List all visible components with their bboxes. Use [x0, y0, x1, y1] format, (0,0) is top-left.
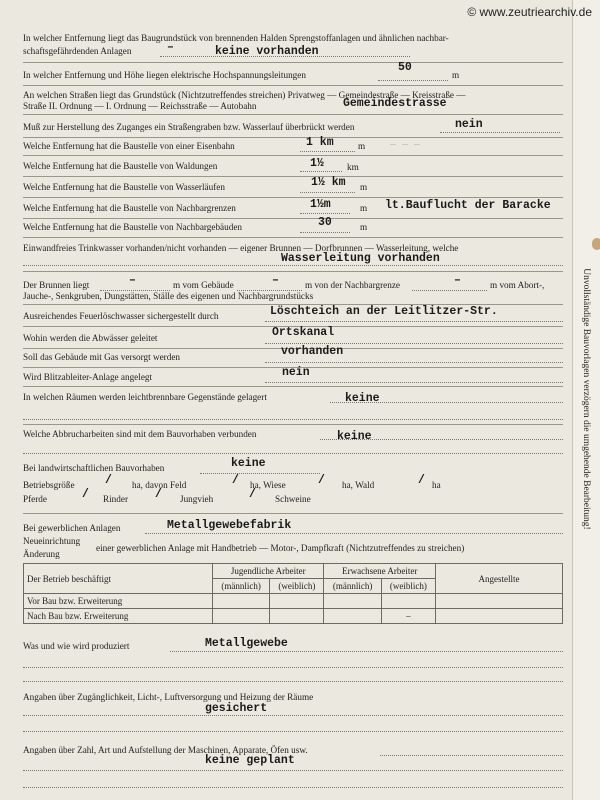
- bahn-dots: [300, 151, 355, 152]
- separator: [23, 62, 563, 63]
- masch-answer: keine geplant: [205, 754, 295, 767]
- nachbar-question: Welche Entfernung hat die Baustelle von Nachbargrenzen: [23, 203, 236, 213]
- betrieb-label-d: ha, Wald: [342, 480, 375, 490]
- side-note-text: Unvollständige Bauvorlagen verzögern die umgehende Bearbeitung!: [581, 268, 591, 530]
- strom-dots: [378, 80, 448, 81]
- strasse-question-2: Straße II. Ordnung — I. Ordnung — Reichsstraße — Autobahn: [23, 101, 257, 111]
- bahn-unit: m: [358, 141, 366, 151]
- graben-dots: [440, 132, 560, 133]
- prod-dots-3: [23, 681, 563, 682]
- vieh-label-b: Rinder: [103, 494, 129, 504]
- separator: [23, 424, 563, 425]
- brunnen-label-a: Der Brunnen liegt: [23, 280, 90, 290]
- table-row: [24, 609, 563, 624]
- brunnen-label-b: m vom Gebäude: [173, 280, 234, 290]
- abwasser-answer: Ortskanal: [272, 326, 335, 339]
- strasse-answer: Gemeindestrasse: [343, 97, 447, 110]
- prod-dots-2: [23, 667, 563, 668]
- separator: [23, 197, 563, 198]
- gebaeude-unit: m: [360, 222, 368, 232]
- table-cell: [270, 594, 324, 609]
- separator: [23, 114, 563, 115]
- gewerbe-dots: [145, 533, 563, 534]
- lager-question: In welchen Räumen werden leichtbrennbare Gegenstände gelagert: [23, 392, 267, 402]
- nachbar-note: lt.Bauflucht der Baracke: [385, 199, 551, 212]
- vieh-slash-1: /: [82, 488, 89, 501]
- table-header-jugend: Jugendliche Arbeiter: [213, 564, 324, 579]
- table-subheader-m: (männlich): [213, 579, 270, 594]
- neueinrichtung-text: einer gewerblichen Anlage mit Handbetrieb — Motor-, Dampfkraft (Nichtzutreffendes zu streichen): [96, 543, 465, 553]
- table-header-erwachsen: Erwachsene Arbeiter: [324, 564, 436, 579]
- gas-question: Soll das Gebäude mit Gas versorgt werden: [23, 352, 181, 362]
- brunnen-dash-3: –: [454, 274, 461, 287]
- blitz-answer: nein: [282, 366, 310, 379]
- vieh-slash-2: /: [155, 488, 162, 501]
- vieh-slash-3: /: [249, 488, 256, 501]
- betrieb-slash-1: /: [105, 474, 112, 487]
- separator: [23, 137, 563, 138]
- abbruch-answer: keine: [337, 430, 372, 443]
- trink-answer: Wasserleitung vorhanden: [281, 252, 440, 265]
- separator: [23, 513, 563, 514]
- blitz-question: Wird Blitzableiter-Anlage angelegt: [23, 372, 153, 382]
- betrieb-label-c: ha, Wiese: [250, 480, 286, 490]
- nachbar-dots: [300, 213, 350, 214]
- brunnen-question-2: Jauche-, Senkgruben, Dungstätten, Ställe des eigenen und Nachbargrundstücks: [23, 291, 314, 301]
- brunnen-dash-2: –: [272, 274, 279, 287]
- masch-question: Angaben über Zahl, Art und Aufstellung der Maschinen, Apparate, Öfen usw.: [23, 745, 308, 755]
- halden-question-2: schaftsgefährdenden Anlagen: [23, 46, 132, 56]
- vieh-label-d: Schweine: [275, 494, 311, 504]
- graben-question: Muß zur Herstellung des Zuganges ein Straßengraben bzw. Wasserlauf überbrückt werden: [23, 122, 355, 132]
- separator: [23, 85, 563, 86]
- prod-question: Was und wie wird produziert: [23, 641, 130, 651]
- betrieb-label-a: Betriebsgröße: [23, 480, 75, 490]
- prod-answer: Metallgewebe: [205, 637, 288, 650]
- feuer-dots: [265, 321, 563, 322]
- land-question: Bei landwirtschaftlichen Bauvorhaben: [23, 463, 165, 473]
- table-cell: [213, 594, 270, 609]
- strom-question: In welcher Entfernung und Höhe liegen elektrische Hochspannungsleitungen: [23, 70, 306, 80]
- abwasser-dots: [265, 343, 563, 344]
- employee-table: [23, 563, 563, 624]
- graben-answer: nein: [455, 118, 483, 131]
- table-cell: [381, 594, 435, 609]
- table-row-label: Vor Bau bzw. Erweiterung: [24, 594, 213, 609]
- separator: [23, 237, 563, 238]
- betrieb-label-e: ha: [432, 480, 441, 490]
- vieh-label-c: Jungvieh: [180, 494, 214, 504]
- strom-answer: 50: [398, 61, 412, 74]
- table-header-betrieb: Der Betrieb beschäftigt: [24, 564, 213, 594]
- strasse-question-1: An welchen Straßen liegt das Grundstück (Nichtzutreffendes streichen) Privatweg — Gemeindestraße — Kreisstraße —: [23, 90, 466, 100]
- brunnen-dash-1: –: [129, 274, 136, 287]
- land-dots: [200, 473, 320, 474]
- abbruch-question: Welche Abbrucharbeiten sind mit dem Bauvorhaben verbunden: [23, 429, 257, 439]
- wald-answer: 1½: [310, 157, 324, 170]
- table-header-row: [24, 564, 563, 579]
- wasser-answer: 1½ km: [311, 176, 346, 189]
- brunnen-dots-3: [412, 290, 487, 291]
- gewerbe-answer: Metallgewebefabrik: [167, 519, 292, 532]
- betrieb-slash-4: /: [418, 474, 425, 487]
- wald-unit: km: [347, 162, 359, 172]
- table-subheader-w: (weiblich): [381, 579, 435, 594]
- zug-dots-2: [23, 731, 563, 732]
- lager-dots-2: [23, 419, 563, 420]
- blitz-dots: [265, 382, 563, 383]
- halden-question-1: In welcher Entfernung liegt das Baugrundstück von brennenden Halden Sprengstoffanlagen und ähnlichen nachbar-: [23, 33, 449, 43]
- gebaeude-question: Welche Entfernung hat die Baustelle von Nachbargebäuden: [23, 222, 242, 232]
- gewerbe-question: Bei gewerblichen Anlagen: [23, 523, 121, 533]
- brunnen-label-d: m vom Abort-,: [490, 280, 545, 290]
- betrieb-label-b: ha, davon Feld: [132, 480, 187, 490]
- masch-dots: [380, 755, 563, 756]
- gas-dots: [265, 362, 563, 363]
- table-cell: [436, 609, 563, 624]
- feuer-question: Ausreichendes Feuerlöschwasser sichergestellt durch: [23, 311, 219, 321]
- wasser-unit: m: [360, 182, 368, 192]
- separator: [23, 218, 563, 219]
- gas-answer: vorhanden: [281, 345, 344, 358]
- halden-answer: keine vorhanden: [215, 45, 319, 58]
- table-row: [24, 594, 563, 609]
- separator: [23, 176, 563, 177]
- wasser-dots: [300, 192, 355, 193]
- betrieb-slash-3: /: [318, 474, 325, 487]
- table-cell: [436, 594, 563, 609]
- masch-dots-2: [23, 770, 563, 771]
- strom-unit: m: [452, 70, 460, 80]
- gebaeude-answer: 30: [318, 216, 332, 229]
- feuer-answer: Löschteich an der Leitlitzer-Str.: [270, 305, 498, 318]
- prod-dots: [170, 651, 563, 652]
- zug-answer: gesichert: [205, 702, 268, 715]
- abbruch-dots-2: [23, 453, 563, 454]
- trink-dots: [23, 265, 563, 266]
- punch-hole-mark: [592, 238, 600, 250]
- table-cell: [324, 594, 381, 609]
- table-cell: [324, 609, 381, 624]
- separator: [23, 271, 563, 272]
- separator: [23, 155, 563, 156]
- wald-dots: [300, 171, 342, 172]
- table-subheader-m: (männlich): [324, 579, 381, 594]
- wasser-question: Welche Entfernung hat die Baustelle von Wasserläufen: [23, 182, 225, 192]
- brunnen-label-c: m von der Nachbargrenze: [305, 280, 400, 290]
- vieh-label-a: Pferde: [23, 494, 47, 504]
- land-answer: keine: [231, 457, 266, 470]
- bahn-question: Welche Entfernung hat die Baustelle von einer Eisenbahn: [23, 141, 235, 151]
- table-subheader-w: (weiblich): [270, 579, 324, 594]
- zug-question: Angaben über Zugänglichkeit, Licht-, Luftversorgung und Heizung der Räume: [23, 692, 314, 702]
- aenderung-label: Änderung: [23, 549, 60, 559]
- nachbar-unit: m: [360, 203, 368, 213]
- watermark: © www.zeutriearchiv.de: [467, 5, 592, 19]
- gebaeude-dots: [300, 232, 350, 233]
- bleed-through-text: — — —: [390, 140, 421, 151]
- separator: [23, 386, 563, 387]
- halden-dash: –: [167, 41, 174, 54]
- abwasser-question: Wohin werden die Abwässer geleitet: [23, 333, 158, 343]
- table-header-angestellte: Angestellte: [436, 564, 563, 594]
- betrieb-slash-2: /: [232, 474, 239, 487]
- table-cell: [270, 609, 324, 624]
- nachbar-answer: 1½m: [310, 198, 331, 211]
- masch-dots-3: [23, 787, 563, 788]
- table-cell-dash: –: [381, 609, 435, 624]
- table-cell: [213, 609, 270, 624]
- table-row-label: Nach Bau bzw. Erweiterung: [24, 609, 213, 624]
- lager-answer: keine: [345, 392, 380, 405]
- trink-question: Einwandfreies Trinkwasser vorhanden/nicht vorhanden — eigener Brunnen — Dorfbrunnen — Wasserleitung, welche: [23, 243, 459, 253]
- bahn-answer: 1 km: [306, 136, 334, 149]
- wald-question: Welche Entfernung hat die Baustelle von Waldungen: [23, 161, 218, 171]
- neueinrichtung-label: Neueinrichtung: [23, 536, 81, 546]
- zug-dots: [23, 715, 563, 716]
